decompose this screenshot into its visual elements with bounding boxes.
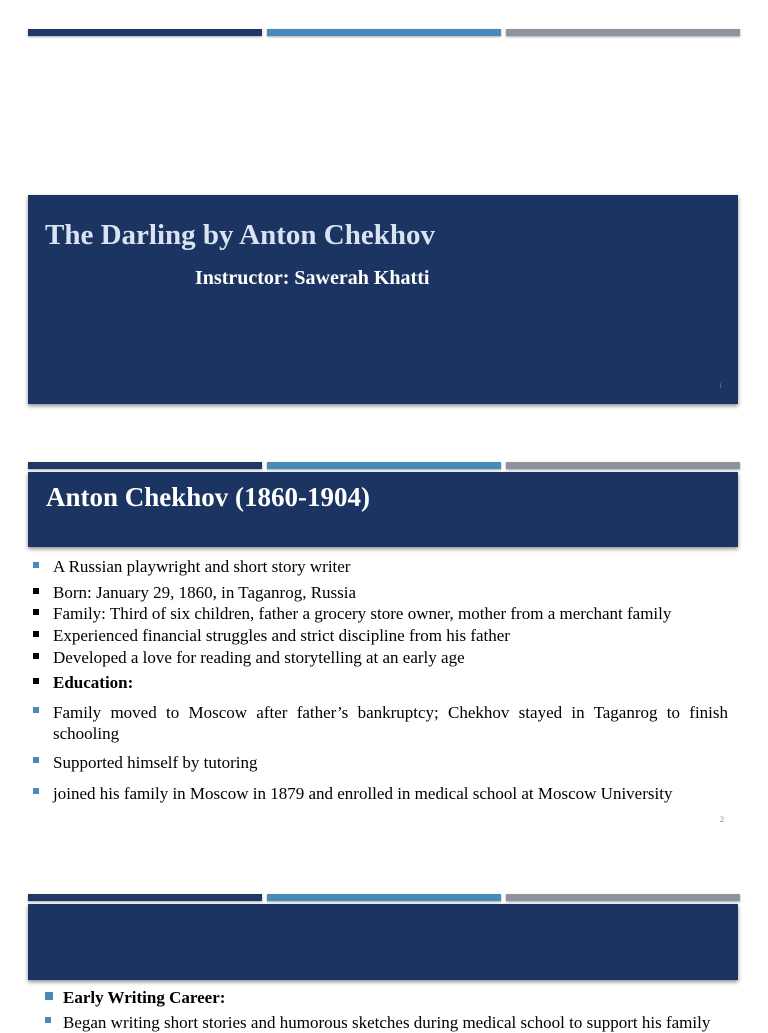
bullet-marker [33, 678, 39, 684]
bullet-marker [33, 631, 39, 637]
list-item-text: A Russian playwright and short story writer [53, 557, 351, 576]
education-heading: Education: [53, 673, 134, 692]
bullet-marker [45, 992, 53, 1000]
list-item-text: Family moved to Moscow after father’s bankruptcy; Chekhov stayed in Taganrog to finish schooling [53, 703, 728, 743]
list-item-text: joined his family in Moscow in 1879 and enrolled in medical school at Moscow University [53, 784, 673, 803]
accent-bar-blue [267, 894, 501, 901]
slide3-title-banner [28, 904, 738, 980]
accent-bar-gray [506, 29, 740, 36]
slide2-accent-bars [28, 462, 740, 469]
slide2-number: 2 [720, 815, 724, 824]
bullet-marker [33, 609, 39, 615]
bullet-marker [33, 562, 39, 568]
accent-bar-blue [267, 462, 501, 469]
list-item-text: Supported himself by tutoring [53, 753, 258, 772]
list-item-text: Developed a love for reading and storytelling at an early age [53, 648, 465, 667]
slide1-accent-bars [28, 29, 740, 36]
bullet-marker [33, 588, 39, 594]
bullet-marker [45, 1017, 51, 1023]
bullet-marker [33, 707, 39, 713]
bullet-marker [33, 757, 39, 763]
bullet-marker [33, 653, 39, 659]
slide1-number: 1 [718, 382, 722, 390]
slide2-title: Anton Chekhov (1860-1904) [46, 482, 371, 512]
slide1-title-banner [28, 195, 738, 404]
list-item-text: Experienced financial struggles and strict discipline from his father [53, 626, 510, 645]
accent-bar-blue [267, 29, 501, 36]
early-writing-heading: Early Writing Career: [63, 988, 226, 1007]
slide1-subtitle: Instructor: Sawerah Khatti [195, 267, 430, 289]
slide3-accent-bars [28, 894, 740, 901]
list-item-text: Began writing short stories and humorous sketches during medical school to support his family [63, 1013, 711, 1032]
accent-bar-dark [28, 894, 262, 901]
accent-bar-gray [506, 894, 740, 901]
list-item-text: Born: January 29, 1860, in Taganrog, Russia [53, 583, 357, 602]
slide1-title: The Darling by Anton Chekhov [45, 219, 435, 251]
list-item-text: Family: Third of six children, father a grocery store owner, mother from a merchant family [53, 604, 672, 623]
slide2-title-banner [28, 472, 738, 547]
accent-bar-gray [506, 462, 740, 469]
bullet-marker [33, 788, 39, 794]
accent-bar-dark [28, 462, 262, 469]
accent-bar-dark [28, 29, 262, 36]
